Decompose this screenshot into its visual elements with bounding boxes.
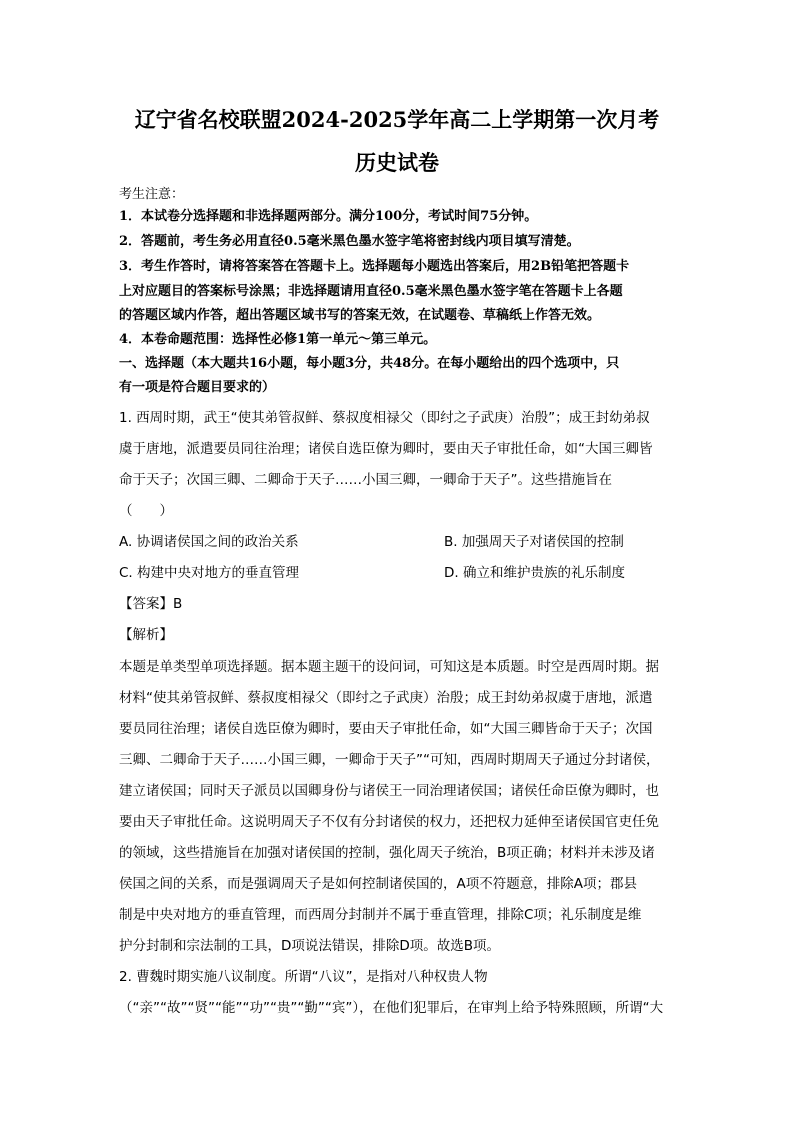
analysis-line: 护分封制和宗法制的工具，D项说法错误，排除D项。故选B项。 — [119, 938, 501, 954]
analysis-line: 建立诸侯国；同时天子派员以国卿身份与诸侯王一同治理诸侯国；诸侯任命臣僚为卿时，也 — [119, 783, 659, 799]
answer-label: 【答案】B — [119, 596, 183, 612]
option-c: C. 构建中央对地方的垂直管理 — [119, 565, 300, 581]
notice-item: 1．本试卷分选择题和非选择题两部分。满分100分，考试时间75分钟。 — [119, 209, 538, 224]
exam-subtitle: 历史试卷 — [355, 150, 439, 175]
option-d: D. 确立和维护贵族的礼乐制度 — [444, 565, 625, 581]
question-1-text: 命于天子；次国三卿、二卿命于天子……小国三卿，一卿命于天子”。这些措施旨在 — [119, 472, 612, 488]
analysis-line: 要员同往治理；诸侯自选臣僚为卿时，要由天子审批任命，如“大国三卿皆命于天子；次国 — [119, 721, 653, 737]
question-1-blank: （ ） — [119, 503, 173, 519]
analysis-line: 制是中央对地方的垂直管理，而西周分封制并不属于垂直管理，排除C项；礼乐制度是维 — [119, 907, 642, 923]
question-1-text: 虞于唐地，派遣要员同往治理；诸侯自选臣僚为卿时，要由天子审批任命，如“大国三卿皆 — [119, 441, 653, 457]
analysis-line: 要由天子审批任命。这说明周天子不仅有分封诸侯的权力，还把权力延伸至诸侯国官吏任免 — [119, 814, 659, 830]
option-b: B. 加强周天子对诸侯国的控制 — [444, 534, 624, 550]
notice-item: 4．本卷命题范围：选择性必修1第一单元～第三单元。 — [119, 332, 437, 347]
question-1-text: 1. 西周时期，武王“使其弟管叔鲜、蔡叔度相禄父（即纣之子武庚）治殷”；成王封幼弟叔 — [119, 410, 650, 426]
analysis-line: 的领域，这些措施旨在加强对诸侯国的控制，强化周天子统治，B项正确；材料并未涉及诸 — [119, 845, 655, 861]
notice-item: 上对应题目的答案标号涂黑；非选择题请用直径0.5毫米黑色墨水签字笔在答题卡上各题 — [119, 284, 623, 299]
section-heading: 一、选择题（本大题共16小题，每小题3分，共48分。在每小题给出的四个选项中，只 — [119, 356, 620, 371]
option-a: A. 协调诸侯国之间的政治关系 — [119, 534, 299, 550]
analysis-line: 本题是单类型单项选择题。据本题主题干的设问词，可知这是本质题。时空是西周时期。据 — [119, 659, 659, 675]
analysis-line: 侯国之间的关系，而是强调周天子是如何控制诸侯国的，A项不符题意，排除A项；郡县 — [119, 876, 637, 892]
exam-title: 辽宁省名校联盟2024-2025学年高二上学期第一次月考 — [134, 107, 660, 132]
notice-item: 的答题区域内作答，超出答题区域书写的答案无效，在试题卷、草稿纸上作答无效。 — [119, 308, 601, 323]
analysis-line: 材料“使其弟管叔鲜、蔡叔度相禄父（即纣之子武庚）治殷；成王封幼弟叔虞于唐地，派遣 — [119, 690, 653, 706]
analysis-line: 三卿、二卿命于天子……小国三卿，一卿命于天子”“可知，西周时期周天子通过分封诸侯， — [119, 752, 660, 768]
notice-item: 2．答题前，考生务必用直径0.5毫米黑色墨水签字笔将密封线内项目填写清楚。 — [119, 234, 580, 249]
question-2-text: 2. 曹魏时期实施八议制度。所谓“八议”，是指对八种权贵人物 — [119, 969, 488, 985]
section-heading-cont: 有一项是符合题目要求的） — [119, 380, 276, 395]
question-2-text: （“亲”“故”“贤”“能”“功”“贵”“勤”“宾”），在他们犯罪后，在审判上给予特殊照顾，所谓“大 — [119, 1000, 664, 1016]
analysis-heading: 【解析】 — [119, 627, 173, 643]
notice-item: 3．考生作答时，请将答案答在答题卡上。选择题每小题选出答案后，用2B铅笔把答题卡 — [119, 259, 630, 274]
notice-heading: 考生注意： — [119, 187, 185, 202]
